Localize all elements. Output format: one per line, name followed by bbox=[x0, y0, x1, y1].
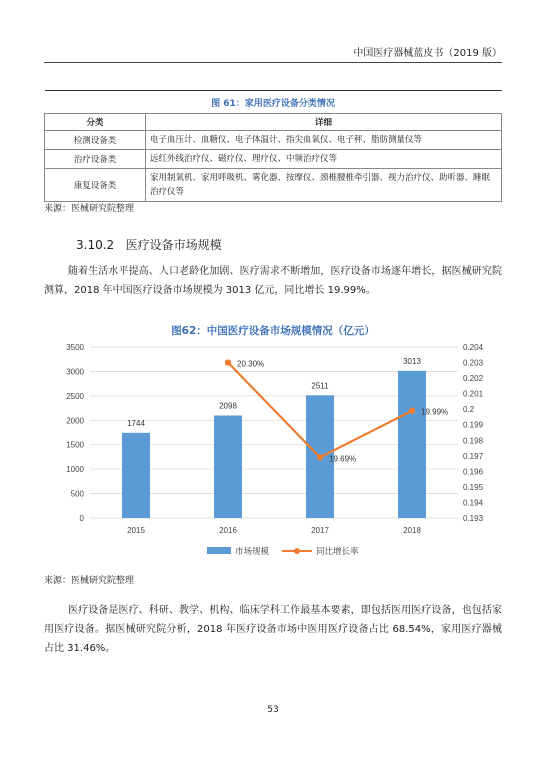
y-tick-label-right: 0.195 bbox=[463, 482, 484, 492]
bar-value-label: 2511 bbox=[311, 381, 329, 391]
y-tick-label-right: 0.198 bbox=[463, 436, 484, 446]
y-tick-label-left: 500 bbox=[70, 489, 84, 499]
y-tick-label-right: 0.193 bbox=[463, 514, 484, 523]
y-tick-label-right: 0.203 bbox=[463, 358, 484, 368]
legend-label-bar: 市场规模 bbox=[235, 546, 270, 556]
page-number: 53 bbox=[267, 705, 279, 715]
bar bbox=[122, 433, 150, 518]
bar-value-label: 1744 bbox=[127, 418, 145, 428]
table-cell-category: 检测设备类 bbox=[45, 131, 146, 150]
y-tick-label-right: 0.197 bbox=[463, 451, 484, 461]
y-tick-label-left: 2000 bbox=[66, 416, 84, 426]
y-tick-label-right: 0.202 bbox=[463, 374, 484, 384]
table-cell-detail: 家用制氧机、家用呼吸机、雾化器、按摩仪、颈椎腰椎牵引器、视力治疗仪、助听器、睡眠治疗仪等 bbox=[146, 169, 502, 202]
paragraph-composition: 医疗设备是医疗、科研、教学、机构、临床学科工作最基本要素，即包括医用医疗设备，也包括家用医疗设备。据医械研究院分析，2018 年医疗设备市场中医用医疗设备占比 68.54%，家用医疗器械占比 31.46%。 bbox=[44, 605, 502, 654]
growth-rate-point bbox=[225, 359, 231, 365]
y-tick-label-left: 1500 bbox=[66, 440, 84, 450]
x-tick-label: 2017 bbox=[311, 526, 329, 535]
chart-source: 来源：医械研究院整理 bbox=[44, 576, 135, 586]
y-tick-label-left: 3500 bbox=[66, 343, 84, 352]
y-tick-label-left: 0 bbox=[79, 514, 84, 523]
x-tick-label: 2015 bbox=[127, 526, 145, 535]
y-tick-label-right: 0.204 bbox=[463, 343, 484, 352]
y-tick-label-right: 0.2 bbox=[463, 405, 475, 415]
table-cell-category: 治疗设备类 bbox=[45, 150, 146, 169]
legend-label-line: 同比增长率 bbox=[316, 546, 359, 556]
legend-marker-line bbox=[294, 548, 300, 554]
y-tick-label-right: 0.201 bbox=[463, 389, 484, 399]
bar bbox=[398, 371, 426, 518]
bar-value-label: 2098 bbox=[219, 401, 237, 411]
bar-value-label: 3013 bbox=[403, 356, 421, 366]
table-cell-detail: 远红外线治疗仪、磁疗仪、理疗仪、中频治疗仪等 bbox=[146, 150, 502, 169]
x-tick-label: 2018 bbox=[403, 526, 421, 535]
table-cell-category: 康复设备类 bbox=[45, 169, 146, 202]
y-tick-label-right: 0.199 bbox=[463, 420, 484, 430]
table-caption: 图 61：家用医疗设备分类情况 bbox=[45, 91, 502, 114]
table-header-category: 分类 bbox=[45, 114, 146, 131]
y-tick-label-left: 2500 bbox=[66, 391, 84, 401]
table-cell-detail: 电子血压计、血糖仪、电子体温计、指尖血氧仪、电子秤、脂肪测量仪等 bbox=[146, 131, 502, 150]
growth-rate-label: 19.69% bbox=[329, 454, 357, 464]
table-source: 来源：医械研究院整理 bbox=[44, 204, 135, 214]
running-header: 中国医疗器械蓝皮书（2019 版） bbox=[353, 48, 502, 59]
paragraph-market-size: 随着生活水平提高、人口老龄化加剧、医疗需求不断增加，医疗设备市场逐年增长，据医械研究院测算，2018 年中国医疗设备市场规模为 3013 亿元，同比增长 19.99%。 bbox=[44, 266, 502, 296]
y-tick-label-right: 0.196 bbox=[463, 467, 484, 477]
growth-rate-label: 20.30% bbox=[237, 359, 265, 369]
section-title: 医疗设备市场规模 bbox=[125, 238, 222, 252]
bar bbox=[214, 415, 242, 518]
legend-swatch-bar bbox=[207, 547, 231, 554]
growth-rate-point bbox=[409, 408, 415, 414]
x-tick-label: 2016 bbox=[219, 526, 237, 535]
growth-rate-point bbox=[317, 454, 323, 460]
y-tick-label-left: 1000 bbox=[66, 465, 84, 475]
chart-title: 图62：中国医疗设备市场规模情况（亿元） bbox=[171, 325, 375, 337]
section-number: 3.10.2 bbox=[76, 238, 115, 252]
y-tick-label-left: 3000 bbox=[66, 367, 84, 377]
y-tick-label-right: 0.194 bbox=[463, 498, 484, 508]
table-header-detail: 详细 bbox=[146, 114, 502, 131]
growth-rate-label: 19.99% bbox=[421, 407, 449, 417]
